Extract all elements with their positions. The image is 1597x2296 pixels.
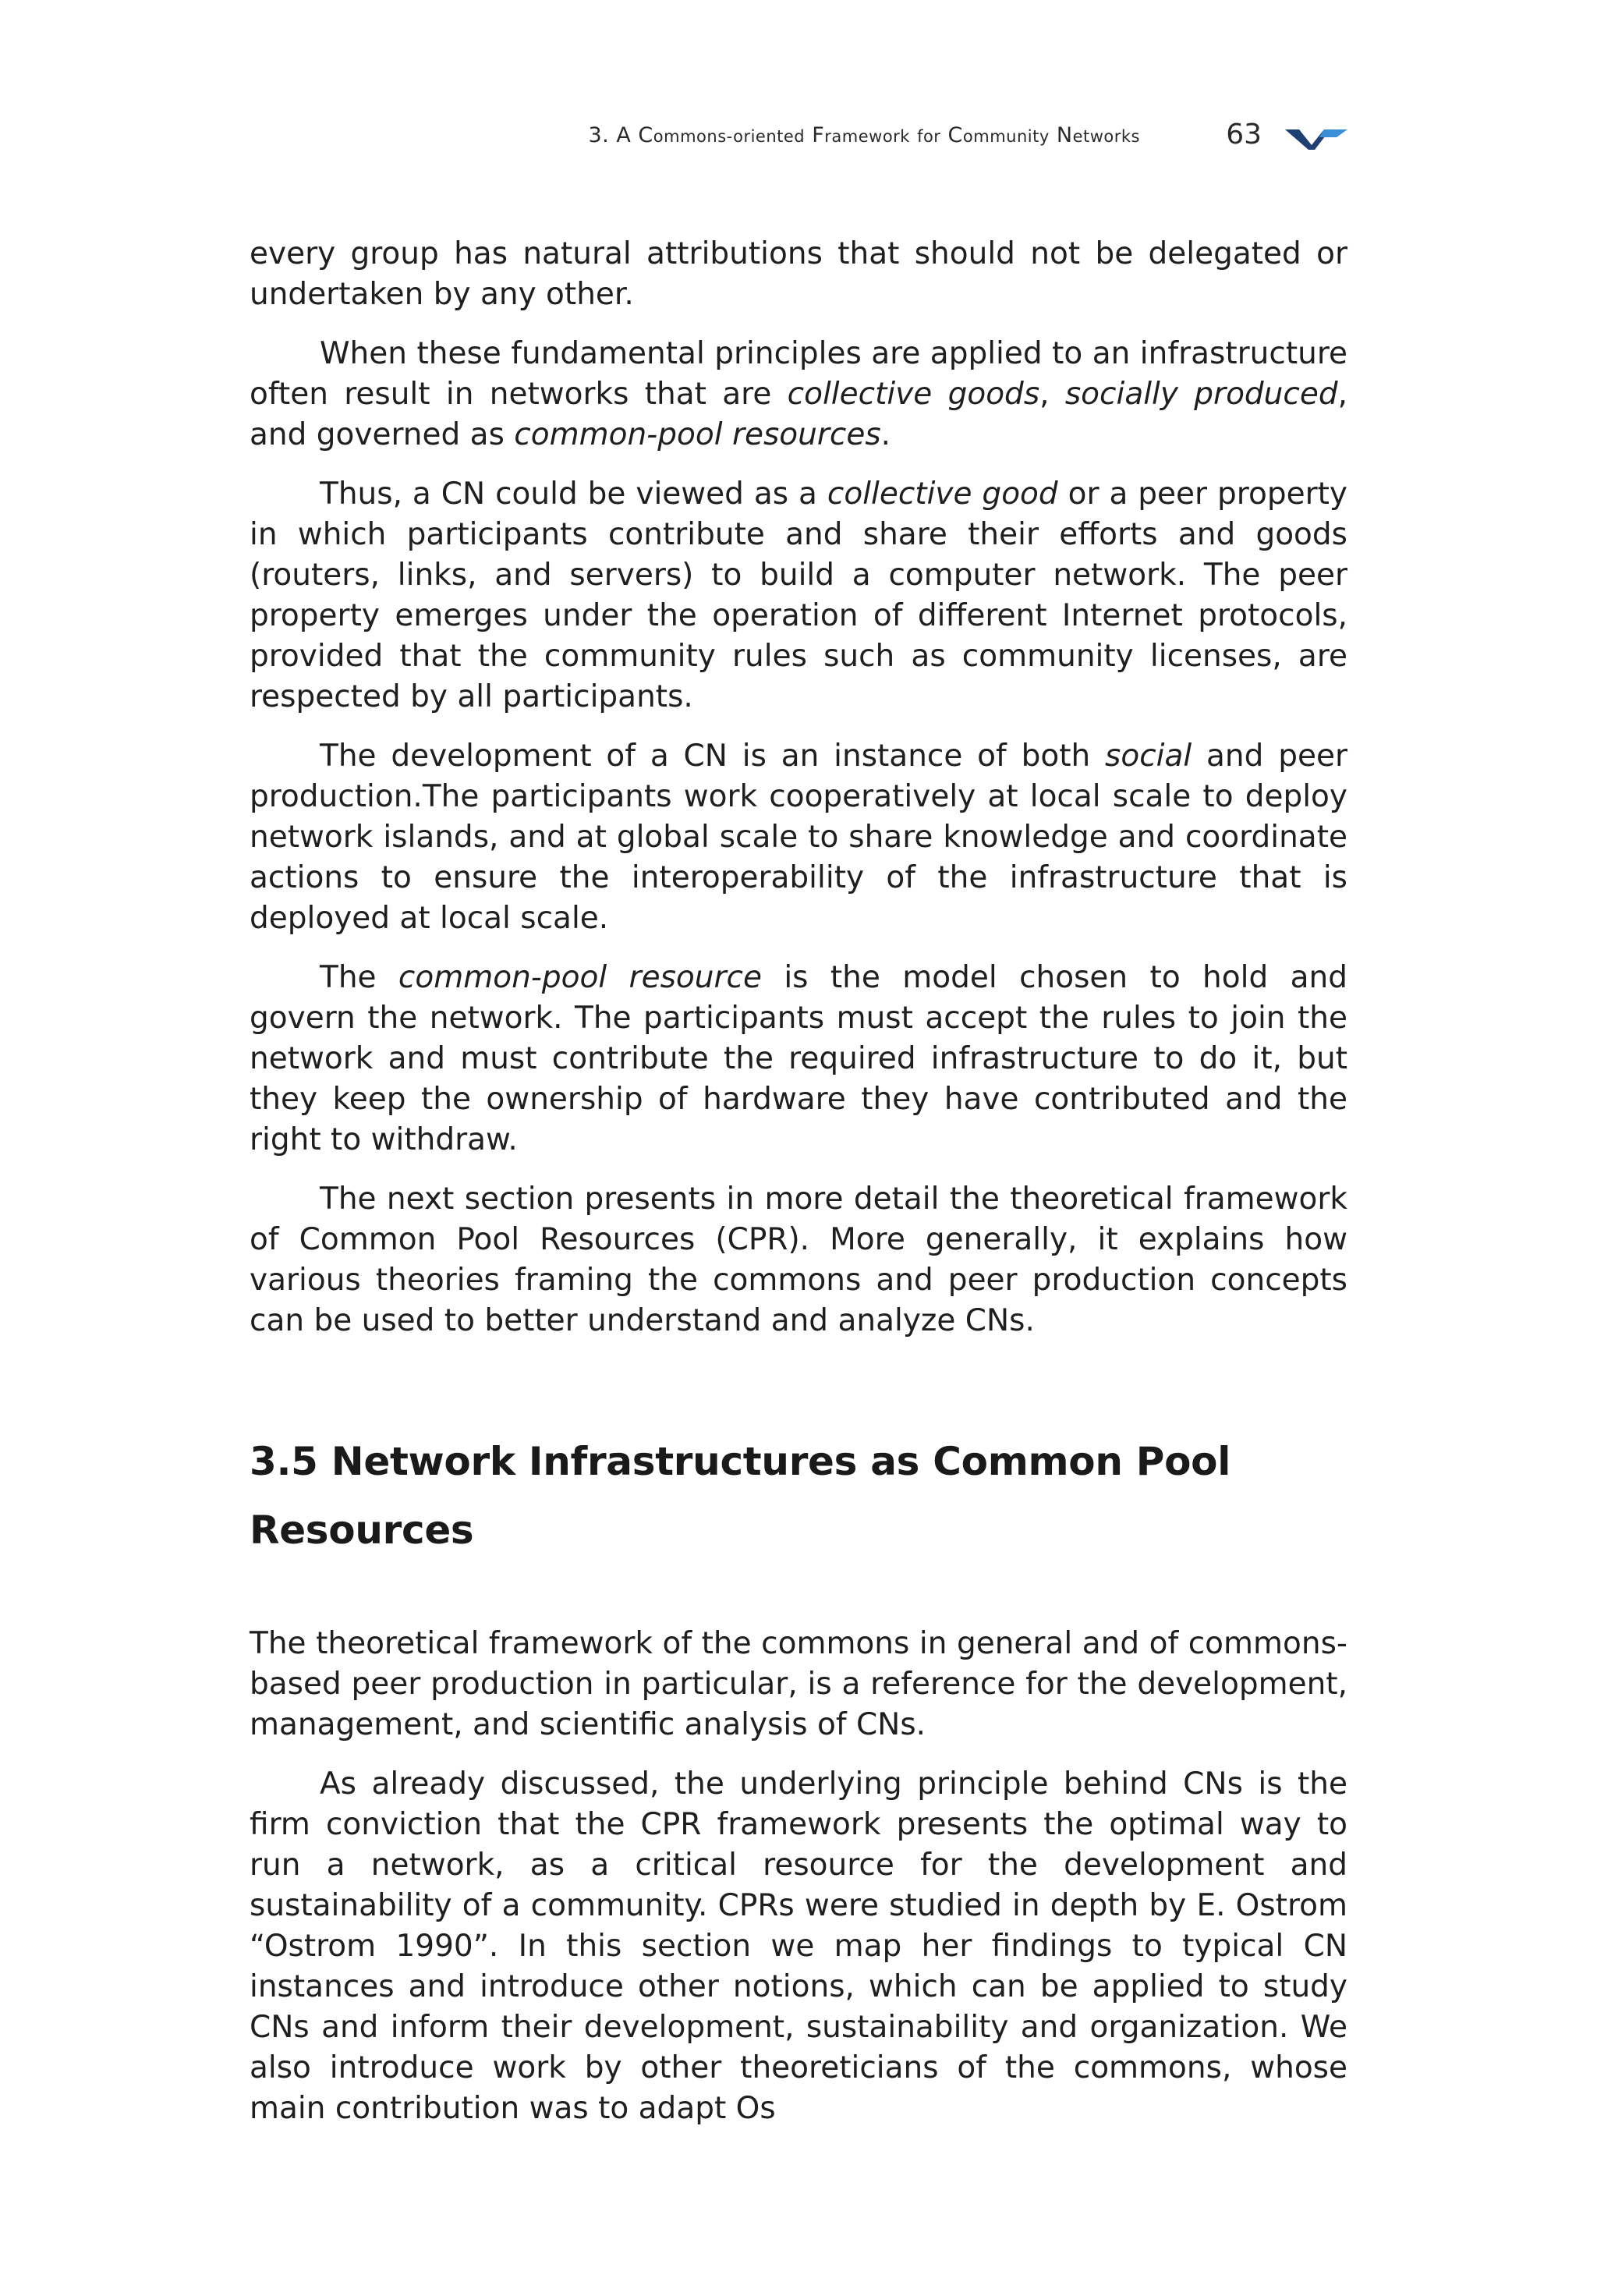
running-header bbox=[250, 119, 1347, 162]
paragraph: every group has natural attributions that should not be delegated or undertaken by any other. bbox=[250, 236, 1347, 312]
title-word: Commons-oriented bbox=[638, 123, 806, 147]
paragraph: Thus, a CN could be viewed as a collective good or a peer property in which participants contribute and share their efforts and goods (routers, links, and servers) to build a computer network. The peer property emerges under the operation of different Internet protocols, provided that the community rules such as community licenses, are respected by all participants. bbox=[250, 477, 1347, 714]
title-word: Framework bbox=[812, 123, 910, 147]
paragraph: As already discussed, the underlying principle behind CNs is the firm conviction that the CPR framework presents the optimal way to run a network, as a critical resource for the development and sustainability of a community. CPRs were studied in depth by E. Ostrom “Ostrom 1990”. In this section we map her findings to typical CN instances and introduce other notions, which can be applied to study CNs and inform their development, sustainability and organization. We also introduce work by other theoreticians of the commons, whose main contribution was to adapt Os bbox=[250, 1766, 1347, 2126]
paragraph: The theoretical framework of the commons in general and of commons-based peer production in particular, is a reference for the development, management, and scientific analysis of CNs. bbox=[250, 1626, 1347, 1742]
page-number: 63 bbox=[1226, 119, 1262, 151]
publisher-logo-icon bbox=[1285, 126, 1347, 151]
title-word: Community bbox=[947, 123, 1050, 147]
section-heading: 3.5 Network Infrastructures as Common Pool Resources bbox=[250, 1439, 1231, 1553]
running-header-title bbox=[588, 123, 1140, 147]
page-body bbox=[250, 234, 1347, 2148]
paragraph: The development of a CN is an instance of both social and peer production.The participants work cooperatively at local scale to deploy network islands, and at global scale to share knowledge and coordinate actions to ensure the interoperability of the infrastructure that is deployed at local scale. bbox=[250, 739, 1347, 936]
title-word: A bbox=[616, 123, 632, 147]
title-word: Networks bbox=[1056, 123, 1140, 147]
paragraph: When these fundamental principles are applied to an infrastructure often result in networks that are collective goods, socially produced, and governed as common-pool resources. bbox=[250, 336, 1348, 452]
paragraph: The common-pool resource is the model chosen to hold and govern the network. The participants must accept the rules to join the network and must contribute the required infrastructure to do it, but they keep the ownership of hardware they have contributed and the right to withdraw. bbox=[250, 960, 1347, 1157]
paragraph: The next section presents in more detail the theoretical framework of Common Pool Resources (CPR). More generally, it explains how various theories framing the commons and peer production concepts can be used to better understand and analyze CNs. bbox=[250, 1182, 1347, 1338]
chapter-number: 3. bbox=[588, 123, 610, 147]
title-word: for bbox=[917, 127, 941, 146]
